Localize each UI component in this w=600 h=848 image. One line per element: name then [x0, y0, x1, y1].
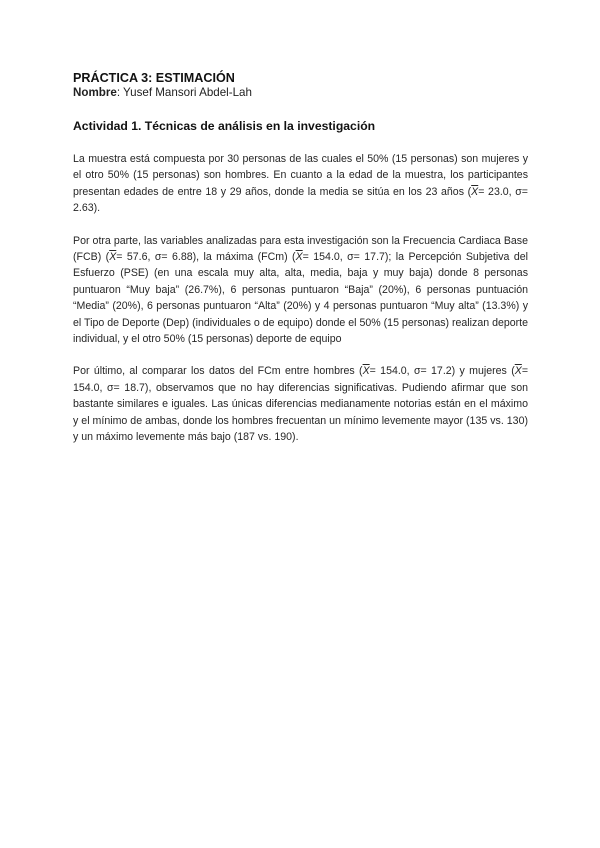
paragraph-text: = 154.0, σ= 17.2) y mujeres (	[369, 365, 515, 378]
paragraph-text: Por último, al comparar los datos del FCm entre hombres (	[73, 365, 363, 378]
author-label: Nombre	[73, 86, 117, 99]
paragraph-sample-description	[73, 151, 528, 217]
paragraph-variables	[73, 233, 528, 348]
mean-symbol: $\overline{X}$	[109, 251, 117, 264]
mean-symbol: $\overline{X}$	[295, 251, 303, 264]
paragraph-text: = 154.0, σ= 17.7); la Percepción Subjetiva del Esfuerzo (PSE) (en una escala muy alta, alta, media, baja y muy baja) donde 8 personas puntuaron “Muy baja” (26.7%), 6 personas puntuaron “Baja” (20%), 6 personas puntuación “Media” (20%), 6 personas puntuaron “Alta” (20%) y 4 personas puntuaron “Muy alta” (13.3%) y el Tipo de Deporte (Dep) (individuales o de equipo) donde el 50% (15 personas) realizan deporte individual, y el otro 50% (15 personas) deporte de equipo	[73, 251, 528, 346]
section-heading: Actividad 1. Técnicas de análisis en la investigación	[73, 119, 376, 133]
mean-symbol: $\overline{X}$	[362, 365, 370, 378]
paragraph-text: = 23.0, σ= 2.63).	[73, 185, 528, 215]
paragraph-comparison	[73, 363, 528, 445]
paragraph-text: = 154.0, σ= 18.7), observamos que no hay diferencias significativas. Pudiendo afirmar que son bastante similares e iguales. Las únicas diferencias medianamente notorias están en el máximo y el mínimo de ambas, donde los hombres frecuentan un mínimo levemente mayor (135 vs. 130) y un máximo levemente más bajo (187 vs. 190).	[73, 365, 528, 444]
mean-symbol: $\overline{X}$	[471, 185, 479, 198]
document-title: PRÁCTICA 3: ESTIMACIÓN	[73, 71, 235, 85]
author-line	[73, 86, 528, 100]
author-name: : Yusef Mansori Abdel-Lah	[116, 86, 252, 99]
mean-symbol: $\overline{X}$	[514, 365, 522, 378]
document-content	[73, 71, 528, 446]
paragraph-text: = 57.6, σ= 6.88), la máxima (FCm) (	[116, 251, 296, 264]
paragraph-text: Por otra parte, las variables analizadas para esta investigación son la Frecuencia Cardiaca Base (FCB) (	[73, 234, 528, 264]
paragraph-text: La muestra está compuesta por 30 personas de las cuales el 50% (15 personas) son mujeres y el otro 50% (15 personas) son hombres. En cuanto a la edad de la muestra, los participantes presentan edades de entre 18 y 29 años, donde la media se sitúa en los 23 años (	[73, 153, 528, 198]
